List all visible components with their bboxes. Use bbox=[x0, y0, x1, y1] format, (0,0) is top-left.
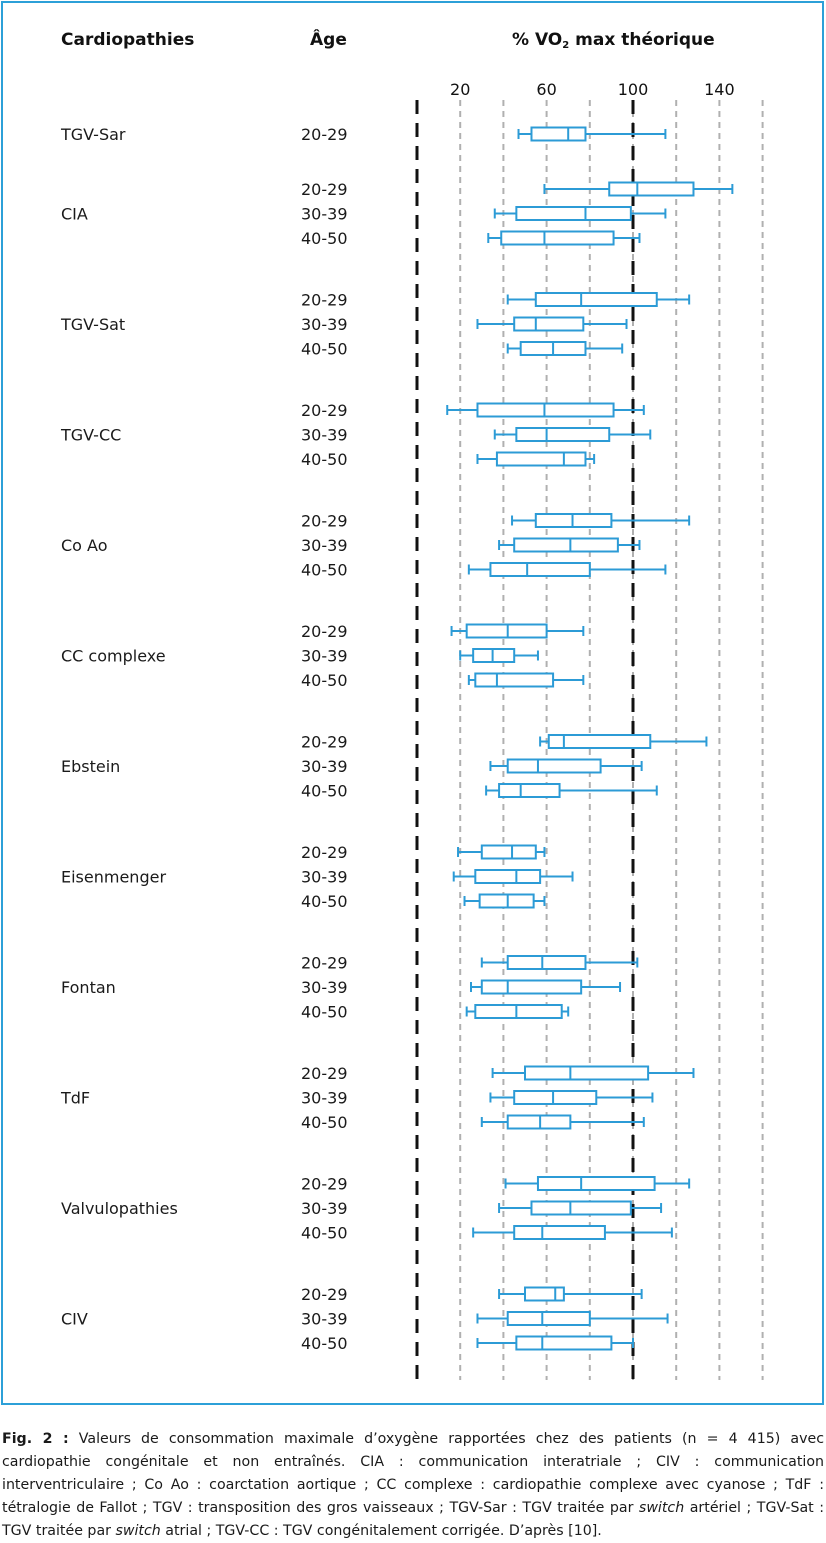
box-iqr bbox=[536, 293, 657, 306]
cardiopathy-label: CIA bbox=[61, 204, 88, 224]
box-iqr bbox=[482, 981, 581, 994]
age-label: 30-39 bbox=[301, 425, 348, 445]
age-label: 30-39 bbox=[301, 867, 348, 887]
x-tick-label: 100 bbox=[617, 80, 649, 99]
age-label: 20-29 bbox=[301, 1174, 348, 1194]
age-label: 20-29 bbox=[301, 622, 348, 641]
age-label: 20-29 bbox=[301, 732, 348, 752]
box-iqr bbox=[475, 870, 540, 883]
age-label: 20-29 bbox=[301, 1285, 348, 1304]
age-label: 20-29 bbox=[301, 1064, 348, 1083]
age-label: 40-50 bbox=[301, 671, 348, 690]
box-iqr bbox=[538, 1177, 655, 1190]
box-iqr bbox=[525, 1067, 648, 1080]
box-iqr bbox=[525, 1288, 564, 1301]
cardiopathy-label: Fontan bbox=[61, 978, 116, 997]
box-iqr bbox=[516, 428, 609, 441]
age-label: 40-50 bbox=[301, 1223, 348, 1243]
box-iqr bbox=[514, 539, 618, 552]
box-iqr bbox=[531, 128, 585, 141]
age-label: 40-50 bbox=[301, 450, 348, 469]
header-vo2-subscript: 2 bbox=[562, 40, 570, 51]
box-iqr bbox=[475, 1005, 561, 1018]
box-iqr bbox=[514, 318, 583, 331]
age-label: 40-50 bbox=[301, 1334, 348, 1353]
box-iqr bbox=[501, 232, 613, 245]
age-label: 30-39 bbox=[301, 1088, 348, 1108]
cardiopathy-label: Eisenmenger bbox=[61, 867, 167, 887]
header-vo2-suffix: max théorique bbox=[569, 30, 715, 50]
cardiopathy-label: CIV bbox=[61, 1309, 88, 1329]
age-label: 40-50 bbox=[301, 1002, 348, 1022]
box-iqr bbox=[473, 649, 514, 662]
header-age: Âge bbox=[310, 30, 347, 50]
box-iqr bbox=[480, 895, 534, 908]
caption-text-3: atrial ; TGV-CC : TGV congénitalement corrigée. D’après [10]. bbox=[160, 1523, 602, 1539]
box-iqr bbox=[508, 760, 601, 773]
age-label: 40-50 bbox=[301, 781, 348, 801]
cardiopathy-label: CC complexe bbox=[61, 646, 166, 666]
cardiopathy-label: Ebstein bbox=[61, 757, 121, 776]
box-iqr bbox=[499, 784, 559, 797]
x-tick-label: 20 bbox=[450, 80, 471, 99]
age-label: 30-39 bbox=[301, 315, 348, 334]
age-label: 30-39 bbox=[301, 978, 348, 997]
age-label: 20-29 bbox=[301, 511, 348, 531]
age-label: 30-39 bbox=[301, 646, 348, 666]
x-tick-label: 140 bbox=[704, 80, 735, 99]
box-iqr bbox=[508, 956, 586, 969]
box-iqr bbox=[514, 1226, 605, 1239]
cardiopathy-label: Co Ao bbox=[61, 536, 108, 555]
box-iqr bbox=[497, 453, 586, 466]
figure-caption bbox=[2, 1428, 824, 1543]
cardiopathy-label: TdF bbox=[61, 1088, 91, 1108]
age-label: 20-29 bbox=[301, 843, 348, 862]
age-label: 20-29 bbox=[301, 953, 348, 973]
box-iqr bbox=[482, 846, 536, 859]
box-iqr bbox=[477, 404, 613, 417]
age-label: 30-39 bbox=[301, 1309, 348, 1329]
cardiopathy-label: TGV-Sat bbox=[61, 315, 126, 334]
box-iqr bbox=[514, 1091, 596, 1104]
cardiopathy-label: Valvulopathies bbox=[61, 1199, 178, 1218]
header-vo2-prefix: % VO bbox=[512, 30, 563, 50]
box-iqr bbox=[467, 625, 547, 638]
cardiopathy-label: TGV-Sar bbox=[61, 125, 126, 144]
age-label: 30-39 bbox=[301, 1199, 348, 1218]
age-label: 30-39 bbox=[301, 757, 348, 776]
box-iqr bbox=[475, 674, 553, 687]
age-label: 20-29 bbox=[301, 401, 348, 420]
box-iqr bbox=[490, 563, 589, 576]
age-label: 30-39 bbox=[301, 204, 348, 224]
age-label: 20-29 bbox=[301, 290, 348, 310]
box-iqr bbox=[516, 1337, 611, 1350]
box-iqr bbox=[536, 514, 612, 527]
caption-label: Fig. 2 : bbox=[2, 1431, 69, 1447]
caption-em-switch-2: switch bbox=[115, 1523, 161, 1539]
age-label: 40-50 bbox=[301, 892, 348, 911]
box-iqr bbox=[516, 207, 630, 220]
caption-text-2: artériel ; TGV-Sat : TGV traitée par bbox=[2, 1500, 825, 1539]
age-label: 30-39 bbox=[301, 536, 348, 555]
age-label: 40-50 bbox=[301, 1113, 348, 1132]
box-iqr bbox=[531, 1202, 630, 1215]
caption-text: Valeurs de consommation maximale d’oxygène rapportées chez des patients (n = 4 415) avec cardiopathie congénitale et non entraînés. CIA : communication interatriale ; CIV : communication interventriculaire ; Co Ao : coarctation aortique ; CC complexe : cardiopathie complexe avec cyanose ; TdF : tétralogie de Fallot ; TGV : transposition des gros vaisseaux ; TGV-Sar : TGV traitée par bbox=[2, 1431, 825, 1516]
box-iqr bbox=[508, 1116, 571, 1129]
box-iqr bbox=[609, 183, 693, 196]
age-label: 20-29 bbox=[301, 125, 348, 144]
header-cardiopathies: Cardiopathies bbox=[61, 30, 195, 50]
caption-em-switch-1: switch bbox=[638, 1500, 685, 1516]
age-label: 20-29 bbox=[301, 180, 348, 199]
box-iqr bbox=[508, 1312, 590, 1325]
age-label: 40-50 bbox=[301, 560, 348, 580]
cardiopathy-label: TGV-CC bbox=[61, 425, 122, 445]
age-label: 40-50 bbox=[301, 339, 348, 359]
age-label: 40-50 bbox=[301, 229, 348, 248]
x-tick-label: 60 bbox=[536, 80, 557, 99]
